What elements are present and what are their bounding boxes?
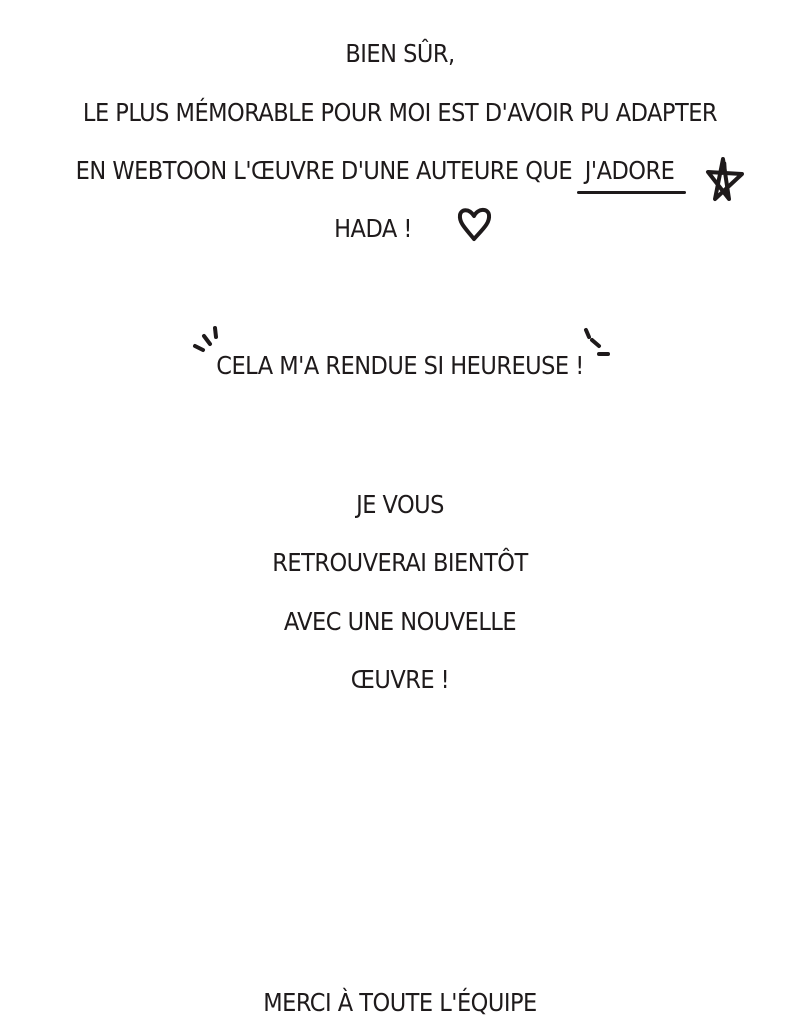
- text-line-hada: HADA !: [334, 214, 412, 243]
- star-doodle-icon: [703, 155, 747, 205]
- text-line-cut-off: MERCI À TOUTE L'ÉQUIPE: [263, 988, 537, 1017]
- underlined-word: J'ADORE: [579, 154, 681, 188]
- text-line-heureuse: CELA M'A RENDUE SI HEUREUSE !: [216, 351, 584, 380]
- text-line-memorable: LE PLUS MÉMORABLE POUR MOI EST D'AVOIR PU ADAPTER: [82, 98, 718, 127]
- heart-doodle-icon: [456, 205, 494, 243]
- text-line-webtoon-start: EN WEBTOON L'ŒUVRE D'UNE AUTEURE QUE: [75, 156, 579, 185]
- emphasis-lines-right-icon: [580, 324, 612, 360]
- text-line-oeuvre: ŒUVRE !: [350, 665, 450, 694]
- text-line-je-vous: JE VOUS: [356, 490, 444, 519]
- text-line-retrouverai: RETROUVERAI BIENTÔT: [272, 548, 528, 577]
- text-line-nouvelle: AVEC UNE NOUVELLE: [283, 607, 517, 636]
- text-line-webtoon: [0, 154, 778, 188]
- text-line-bien-sur: BIEN SÛR,: [345, 39, 455, 68]
